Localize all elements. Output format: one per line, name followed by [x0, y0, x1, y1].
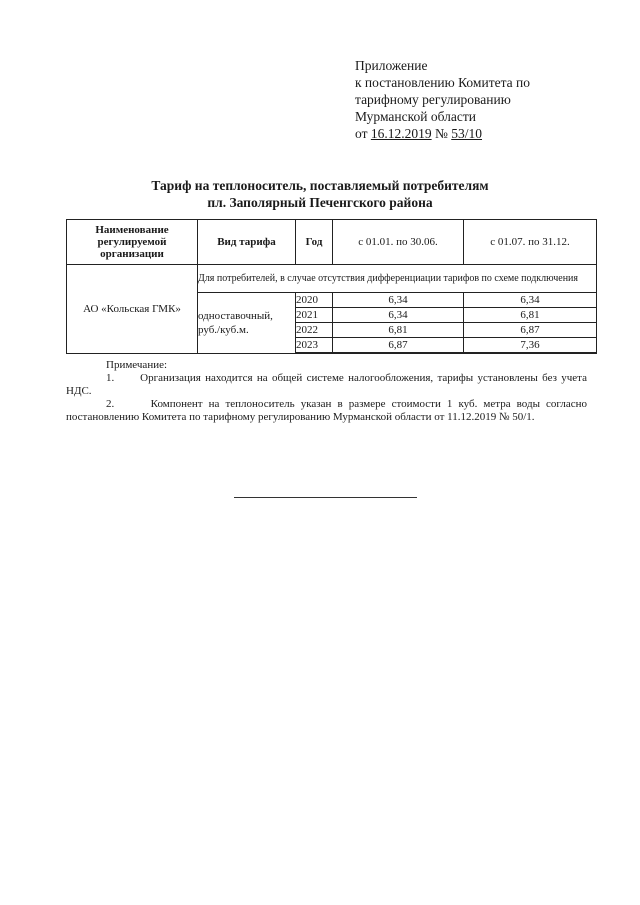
spacer-cell	[333, 353, 464, 354]
note-text: Организация находится на общей системе налогообложения, тарифы установлены без учета НДС.	[66, 372, 587, 397]
header-year: Год	[296, 220, 333, 265]
header-period-2: с 01.07. по 31.12.	[464, 220, 597, 265]
header-period-1: с 01.01. по 30.06.	[333, 220, 464, 265]
spacer-cell	[464, 353, 597, 354]
consumer-note-cell: Для потребителей, в случае отсутствия дифференциации тарифов по схеме подключения	[198, 265, 597, 293]
appendix-line: тарифному регулированию	[355, 92, 511, 107]
year-cell: 2021	[296, 308, 333, 323]
spacer-cell	[296, 353, 333, 354]
appendix-line: Приложение	[355, 58, 428, 73]
tariff-kind-cell: одноставочный, руб./куб.м.	[198, 293, 296, 354]
appendix-date-line	[355, 125, 530, 142]
resolution-date: 16.12.2019	[370, 126, 432, 141]
number-sign: №	[431, 126, 452, 141]
appendix-header	[355, 57, 530, 142]
year-cell: 2020	[296, 293, 333, 308]
note-item	[66, 398, 587, 424]
header-organization: Наименование регулируемой организации	[67, 220, 198, 265]
closing-rule	[234, 497, 417, 498]
year-cell: 2022	[296, 323, 333, 338]
organization-cell: АО «Кольская ГМК»	[67, 265, 198, 354]
appendix-line: Мурманской области	[355, 109, 476, 124]
value-cell: 6,34	[333, 308, 464, 323]
value-cell: 7,36	[464, 338, 597, 353]
value-cell: 6,81	[333, 323, 464, 338]
value-cell: 6,81	[464, 308, 597, 323]
note-number: 2.	[106, 398, 115, 410]
value-cell: 6,87	[464, 323, 597, 338]
date-prefix: от	[355, 126, 371, 141]
note-text: Компонент на теплоноситель указан в размере стоимости 1 куб. метра воды согласно постановлению Комитета по тарифному регулированию Мурманской области от 11.12.2019 № 50/1.	[66, 398, 587, 423]
tariff-table	[66, 219, 597, 354]
table-header-row	[67, 220, 597, 265]
value-cell: 6,87	[333, 338, 464, 353]
note-number: 1.	[106, 372, 115, 384]
year-cell: 2023	[296, 338, 333, 353]
notes-section	[66, 359, 587, 424]
note-item	[66, 372, 587, 398]
value-cell: 6,34	[333, 293, 464, 308]
appendix-line: к постановлению Комитета по	[355, 75, 530, 90]
title-line-2: пл. Заполярный Печенгского района	[207, 195, 433, 210]
document-title	[60, 177, 580, 211]
table-row	[67, 265, 597, 293]
title-line-1: Тариф на теплоноситель, поставляемый потребителям	[151, 178, 489, 193]
value-cell: 6,34	[464, 293, 597, 308]
header-tariff-kind: Вид тарифа	[198, 220, 296, 265]
notes-heading: Примечание:	[106, 359, 168, 371]
resolution-number: 53/10	[451, 126, 483, 141]
